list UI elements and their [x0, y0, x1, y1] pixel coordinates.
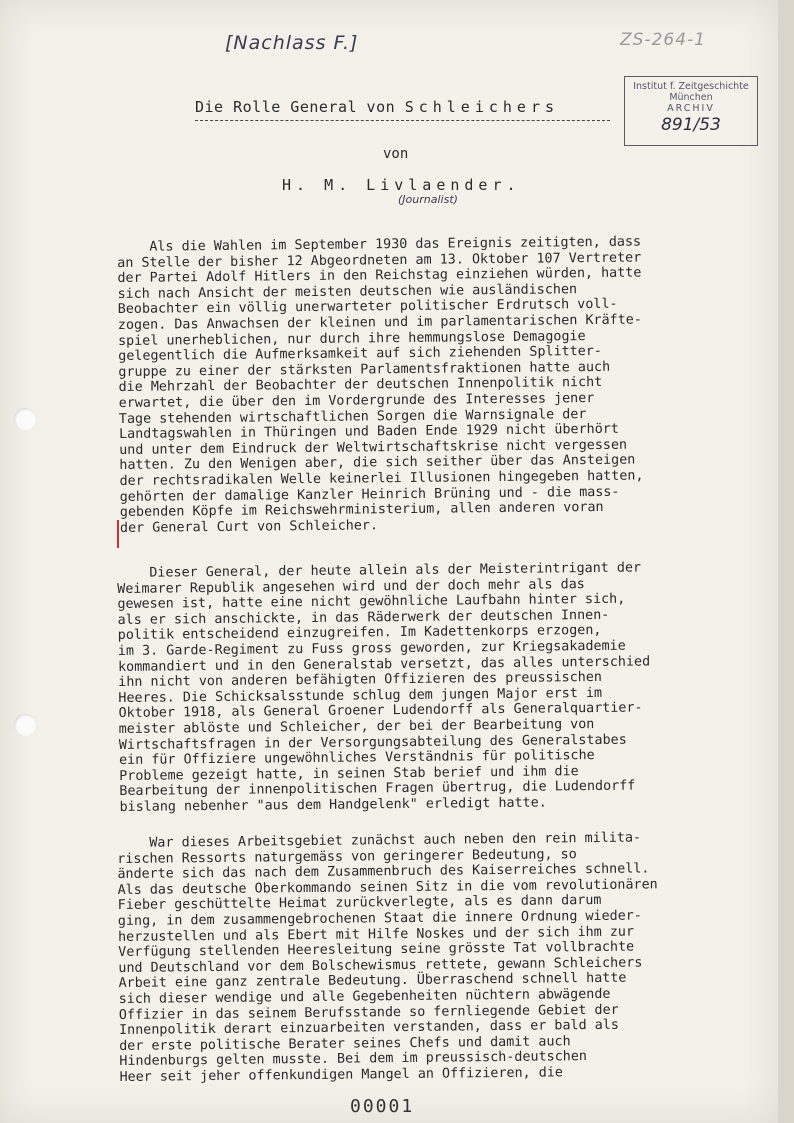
paragraph-1: Als die Wahlen im September 1930 das Ereignis zeitigten, dass an Stelle der bisher 12 Abgeordneten am 13. Oktober 107 Vertreter der Partei Adolf Hitlers in den Reichstag einziehen würden, hatte sich nach Ansicht der meisten deutschen wie ausländischen Beobachter ein völlig unerwarteter politischer Erdrutsch voll- zogen. Das Anwachsen der kleinen und im parlamentarischen Kräfte- spiel unerheblichen, nur durch ihre hemmungslose Demagogie gelegentlich die Aufmerksamkeit auf sich ziehenden Splitter- gruppe zu einer der stärksten Parlamentsfraktionen hatte auch die Mehrzahl der Beobachter der deutschen Innenpolitik nicht erwartet, die über den im Vordergrunde des Interesses jener Tage stehenden wirtschaftlichen Sorgen die Warnsignale der Landtagswahlen in Thüringen und Baden Ende 1929 nicht überhört und unter dem Eindruck der Weltwirtschaftskrise nicht vergessen hatten. Zu den Wenigen aber, die sich seither über das Ansteigen der rechtsradikalen Welle keinerlei Illusionen hingegeben hatten, gehörten der damalige Kanzler Heinrich Brüning und - die mass- gebenden Köpfe im Reichswehrministerium, allen anderen voran der General Curt von Schleicher.	[117, 234, 644, 536]
scan-edge	[778, 0, 794, 1123]
punch-hole-lower	[14, 714, 36, 736]
punch-hole-upper	[14, 408, 36, 430]
title-part1: Die Rolle General von	[195, 98, 405, 116]
handwritten-nachlass-label: [Nachlass F.]	[225, 32, 359, 54]
stamp-institute: Institut f. Zeitgeschichte	[633, 81, 749, 92]
byline-von: von	[383, 146, 409, 162]
title-part2: Schleichers	[404, 98, 560, 116]
author-name: H. M. Livlaender.	[282, 176, 521, 194]
stamp-city: München	[669, 92, 713, 103]
author-note: (Journalist)	[398, 193, 458, 206]
title-underline	[195, 120, 610, 121]
paragraph-3: War dieses Arbeitsgebiet zunächst auch neben den rein milita- rischen Ressorts naturgemäss von geringerer Bedeutung, so änderte sich das nach dem Zusammenbruch des Kaiserreiches schnell. Als das deutsche Oberkommando seinen Sitz in die vom revolutionären Fieber geschüttelte Heimat zurückverlegte, als es dann darum ging, in dem zusammengebrochenen Staat die innere Ordnung wieder- herzustellen und als Ebert mit Hilfe Noskes und der sich ihm zur Verfügung stellenden Heeresleitung seine grösste Tat vollbrachte und Deutschland vor dem Bolschewismus rettete, gewann Schleichers Arbeit eine ganz zentrale Bedeutung. Überraschend schnell hatte sich dieser wendige und alle Gegebenheiten nüchtern abwägende Offizier in das seinem Berufsstande so fernliegende Gebiet der Innenpolitik derart einzuarbeiten verstanden, dass er bald als der erste politische Berater seines Chefs und damit auch Hindenburgs gelten musste. Bei dem im preussisch-deutschen Heer seit jeher offenkundigen Mangel an Offizieren, die	[117, 830, 658, 1085]
archive-stamp	[624, 76, 758, 146]
red-margin-mark	[117, 520, 119, 548]
archive-signature: ZS-264-1	[620, 30, 706, 50]
paragraph-2: Dieser General, der heute allein als der Meisterintrigant der Weimarer Republik angesehen wird und der doch mehr als das gewesen ist, hatte eine nicht gewöhnliche Laufbahn hinter sich, als er sich anschickte, in das Räderwerk der deutschen Innen- politik entscheidend einzugreifen. Im Kadettenkorps erzogen, im 3. Garde-Regiment zu Fuss gross geworden, zur Kriegsakademie kommandiert und in den Generalstab versetzt, das alles unterschied ihn nicht von anderen befähigten Offizieren des preussischen Heeres. Die Schicksalsstunde schlug dem jungen Major erst im Oktober 1918, als General Groener Ludendorff als Generalquartier- meister ablöste und Schleicher, der bei der Bearbeitung von Wirtschaftsfragen in der Versorgungsabteilung des Generalstabes ein für Offiziere ungewöhnliches Verständnis für politische Probleme gezeigt hatte, in seinen Stab berief und ihm die Bearbeitung der innenpolitischen Fragen übertrug, die Ludendorff bislang nebenher "aus dem Handgelenk" erledigt hatte.	[117, 560, 651, 815]
stamp-number: 891/53	[661, 115, 721, 135]
stamp-archive: ARCHIV	[667, 103, 715, 114]
document-title	[195, 98, 559, 116]
page-number: 00001	[350, 1096, 415, 1117]
